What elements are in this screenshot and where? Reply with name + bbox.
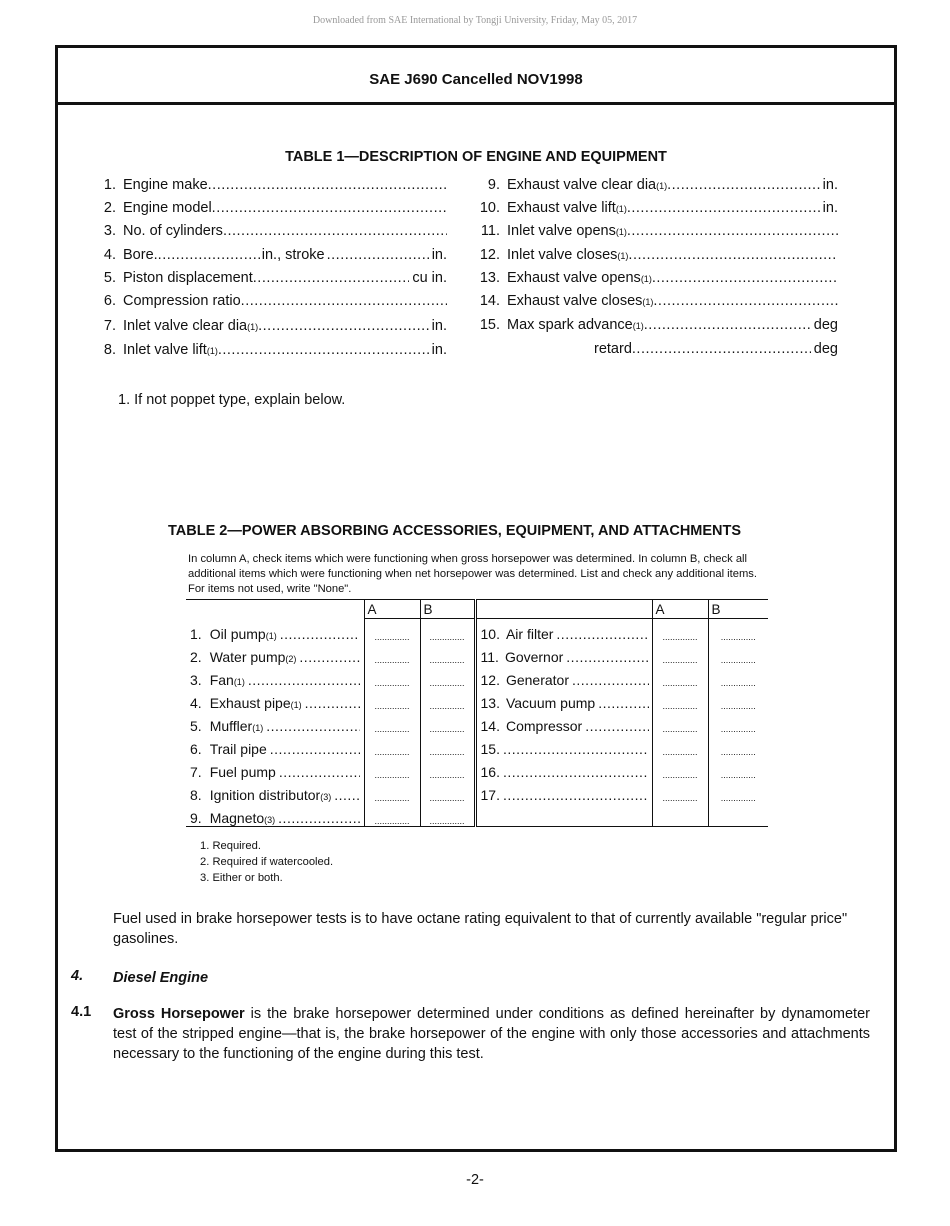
dot-leader	[598, 695, 648, 711]
item-label: Exhaust valve closes	[507, 293, 643, 309]
item-label: Inlet valve clear dia	[123, 318, 248, 334]
dot-leader	[299, 649, 360, 665]
check-cell-b[interactable]	[708, 803, 768, 827]
table2-col-b-header: B	[420, 600, 475, 619]
item-number: 3.	[190, 672, 202, 688]
table2-col-b-header-right: B	[708, 600, 768, 619]
dot-leader	[241, 293, 447, 309]
item-number: 5.	[190, 718, 202, 734]
item-number: 11.	[480, 649, 499, 665]
table-row	[186, 688, 768, 711]
item-number: 5.	[103, 270, 116, 286]
item-unit: in.	[431, 342, 447, 358]
item-label: Air filter	[505, 626, 554, 642]
dot-leader	[572, 672, 648, 688]
check-cell-a[interactable]: ..............	[652, 734, 708, 757]
item-number: 11.	[480, 223, 500, 239]
table1-item	[86, 270, 447, 286]
dot-leader	[253, 270, 410, 286]
item-label: Exhaust pipe	[209, 695, 291, 711]
dot-leader	[223, 223, 447, 239]
dot-leader	[653, 293, 838, 309]
section-4-1-paragraph	[113, 1004, 870, 1064]
item-label: Generator	[505, 672, 570, 688]
dot-leader	[632, 341, 811, 357]
table1-note: 1. If not poppet type, explain below.	[118, 392, 346, 408]
item-number: 10.	[479, 200, 500, 216]
check-cell-a[interactable]: ..............	[652, 780, 708, 803]
check-cell-a[interactable]: ..............	[364, 734, 420, 757]
item-number: 12.	[479, 247, 500, 263]
table1-item: 8. Inlet valve lift (1) ..... in.	[86, 342, 447, 358]
table1-item	[86, 293, 447, 309]
table1-item	[470, 341, 838, 357]
check-cell-b[interactable]: ..............	[420, 711, 475, 734]
item-unit: deg	[813, 317, 838, 333]
item-label: Governor	[504, 649, 564, 665]
check-cell-b[interactable]: ..............	[708, 711, 768, 734]
table1-item: 11. Inlet valve opens (1) .....	[470, 223, 838, 239]
dot-leader	[628, 247, 838, 263]
item-number: 12.	[480, 672, 500, 688]
item-number: 14.	[480, 718, 500, 734]
table1-item: 15. Max spark advance (1) ..... deg	[470, 317, 838, 333]
download-watermark: Downloaded from SAE International by Tongji University, Friday, May 05, 2017	[312, 15, 638, 26]
dot-leader	[212, 200, 447, 216]
table1-item	[86, 223, 447, 239]
item-label: Engine model	[123, 200, 212, 216]
dot-leader	[652, 270, 838, 286]
accessory-label	[475, 688, 652, 711]
item-label: Muffler	[209, 718, 253, 734]
table-row	[186, 780, 768, 803]
check-cell-a[interactable]: ..............	[364, 619, 420, 643]
dot-leader	[627, 223, 838, 239]
check-cell-b[interactable]: ..............	[420, 688, 475, 711]
dot-leader	[279, 764, 360, 780]
item-number: 7.	[103, 318, 116, 334]
item-label: Trail pipe	[209, 741, 267, 757]
accessory-label	[475, 711, 652, 734]
check-cell-b[interactable]: ..............	[420, 619, 475, 643]
item-unit: in.	[431, 318, 447, 334]
check-cell-b[interactable]: ..............	[420, 757, 475, 780]
accessory-label	[475, 734, 652, 757]
item-mid-label: in., stroke	[261, 247, 325, 263]
table2-intro: In column A, check items which were functioning when gross horsepower was determined. In column B, check all additional items which were functioning when net horsepower was determined. List and check any additional items. For items not used, write "None".	[188, 553, 758, 595]
check-cell-b[interactable]: ..............	[708, 665, 768, 688]
item-label: Exhaust valve clear dia	[507, 177, 657, 193]
accessory-label: 1. Oil pump (1) .....	[186, 619, 364, 643]
section-4-number: 4.	[71, 968, 84, 984]
item-label: Piston displacement	[123, 270, 253, 286]
item-label: Compressor	[505, 718, 583, 734]
dot-leader	[667, 177, 820, 193]
item-label: Exhaust valve opens	[507, 270, 641, 286]
section-4-title: Diesel Engine	[113, 970, 209, 986]
table-row	[186, 619, 768, 643]
table1-item	[86, 200, 447, 216]
item-label: retard	[594, 341, 632, 357]
accessory-label	[475, 619, 652, 643]
check-cell-a[interactable]: ..............	[652, 757, 708, 780]
table2-footnote: 1. Required.	[200, 840, 261, 852]
accessory-label: 9. Magneto (3) .....	[186, 803, 364, 827]
item-number: 8.	[103, 342, 116, 358]
item-number: 9.	[190, 810, 202, 826]
table1-item	[86, 177, 447, 193]
accessory-label: 3. Fan (1) .....	[186, 665, 364, 688]
table1-item	[86, 247, 447, 263]
check-cell-a[interactable]	[652, 803, 708, 827]
dot-leader	[503, 764, 649, 780]
item-number: 2.	[103, 200, 116, 216]
item-number: 17.	[480, 787, 500, 803]
item-number: 1.	[103, 177, 116, 193]
page-frame	[55, 45, 897, 1152]
item-number: 8.	[190, 787, 202, 803]
check-cell-b[interactable]: ..............	[708, 757, 768, 780]
table-row	[186, 803, 768, 827]
dot-leader	[305, 695, 360, 711]
dot-leader	[627, 200, 820, 216]
check-cell-a[interactable]: ..............	[652, 688, 708, 711]
accessory-label	[186, 757, 364, 780]
table1-item: 10. Exhaust valve lift (1) ..... in.	[470, 200, 838, 216]
table2-footnote: 3. Either or both.	[200, 872, 283, 884]
page-number: -2-	[466, 1172, 484, 1188]
check-cell-a[interactable]: ..............	[652, 619, 708, 643]
item-label: Engine make	[123, 177, 208, 193]
item-unit: in.	[822, 177, 838, 193]
dot-leader	[503, 741, 649, 757]
check-cell-b[interactable]: ..............	[420, 642, 475, 665]
accessory-label	[475, 642, 652, 665]
check-cell-b[interactable]: ..............	[708, 780, 768, 803]
table2-col-a-header: A	[364, 600, 420, 619]
table1-item: 9. Exhaust valve clear dia (1) ..... in.	[470, 177, 838, 193]
item-label: Ignition distributor	[209, 787, 321, 803]
table-row	[186, 642, 768, 665]
dot-leader	[280, 626, 360, 642]
item-number: 14.	[479, 293, 500, 309]
item-number: 10.	[480, 626, 500, 642]
item-number: 7.	[190, 764, 202, 780]
check-cell-b[interactable]: ..............	[420, 665, 475, 688]
check-cell-b[interactable]: ..............	[708, 619, 768, 643]
document-header: SAE J690 Cancelled NOV1998	[58, 48, 894, 105]
fuel-paragraph: Fuel used in brake horsepower tests is to have octane rating equivalent to that of currently available "regular price" gasolines.	[113, 911, 848, 947]
table-row	[186, 711, 768, 734]
table2	[186, 599, 768, 827]
item-label: Exhaust valve lift	[507, 200, 616, 216]
dot-leader	[270, 741, 360, 757]
dot-leader	[266, 718, 360, 734]
accessory-label	[475, 780, 652, 803]
item-unit: deg	[813, 341, 838, 357]
table2-blank-header	[186, 600, 364, 619]
table-row	[186, 665, 768, 688]
check-cell-b[interactable]: ..............	[708, 734, 768, 757]
table1-title: TABLE 1—DESCRIPTION OF ENGINE AND EQUIPMENT	[285, 149, 667, 165]
table-row	[186, 734, 768, 757]
item-label: Water pump	[209, 649, 286, 665]
accessory-label: 4. Exhaust pipe (1) .....	[186, 688, 364, 711]
check-cell-a[interactable]: ..............	[364, 642, 420, 665]
dot-leader	[556, 626, 648, 642]
item-label: Bore.	[123, 247, 158, 263]
dot-leader	[218, 342, 429, 358]
item-number: 3.	[103, 223, 116, 239]
item-label: Fan	[209, 672, 234, 688]
check-cell-a[interactable]: ..............	[364, 665, 420, 688]
item-number: 13.	[479, 270, 500, 286]
dot-leader	[334, 787, 360, 803]
table1-item: 7. Inlet valve clear dia (1) ..... in.	[86, 318, 447, 334]
item-label: Inlet valve lift	[123, 342, 207, 358]
check-cell-b[interactable]: ..............	[708, 688, 768, 711]
item-label: Compression ratio	[123, 293, 241, 309]
section-4-1-term: Gross Horsepower	[113, 1006, 245, 1022]
check-cell-a[interactable]: ..............	[364, 688, 420, 711]
check-cell-b[interactable]: ..............	[420, 803, 475, 827]
check-cell-a[interactable]: ..............	[364, 711, 420, 734]
dot-leader	[327, 247, 429, 263]
check-cell-a[interactable]: ..............	[364, 803, 420, 827]
table2-title: TABLE 2—POWER ABSORBING ACCESSORIES, EQUIPMENT, AND ATTACHMENTS	[168, 523, 742, 539]
item-number: 9.	[487, 177, 500, 193]
check-cell-b[interactable]: ..............	[420, 734, 475, 757]
item-number: 15.	[480, 741, 500, 757]
accessory-label: 8. Ignition distributor (3) .....	[186, 780, 364, 803]
item-number: 2.	[190, 649, 202, 665]
item-unit: in.	[431, 247, 448, 263]
item-label: Fuel pump	[209, 764, 276, 780]
table2-footnote: 2. Required if watercooled.	[200, 856, 334, 868]
table-row	[186, 757, 768, 780]
table2-blank-header-right	[475, 600, 652, 619]
dot-leader	[208, 177, 447, 193]
accessory-label	[475, 757, 652, 780]
item-number: 4.	[103, 247, 116, 263]
table1-item: 13. Exhaust valve opens (1) .....	[470, 270, 838, 286]
dot-leader	[158, 247, 260, 263]
table2-col-a-header-right: A	[652, 600, 708, 619]
item-number: 16.	[480, 764, 500, 780]
item-number: 15.	[479, 317, 500, 333]
dot-leader	[566, 649, 648, 665]
item-label: Vacuum pump	[505, 695, 596, 711]
accessory-label: 5. Muffler (1) .....	[186, 711, 364, 734]
check-cell-a[interactable]: ..............	[652, 642, 708, 665]
item-number: 4.	[190, 695, 202, 711]
check-cell-a[interactable]: ..............	[652, 665, 708, 688]
item-label: Inlet valve opens	[507, 223, 616, 239]
item-unit: in.	[822, 200, 838, 216]
item-number: 6.	[190, 741, 202, 757]
accessory-label	[475, 665, 652, 688]
item-label: Oil pump	[209, 626, 266, 642]
check-cell-b[interactable]: ..............	[420, 780, 475, 803]
item-label: Magneto	[209, 810, 265, 826]
item-unit: cu in.	[412, 270, 447, 286]
item-label: Max spark advance	[507, 317, 633, 333]
item-label: Inlet valve closes	[507, 247, 618, 263]
dot-leader	[644, 317, 811, 333]
item-number: 1.	[190, 626, 202, 642]
dot-leader	[585, 718, 648, 734]
item-label: No. of cylinders	[123, 223, 223, 239]
table1-item: 12. Inlet valve closes (1) .....	[470, 247, 838, 263]
check-cell-a[interactable]: ..............	[364, 780, 420, 803]
accessory-label	[186, 734, 364, 757]
dot-leader	[503, 787, 649, 803]
table1-item: 14. Exhaust valve closes (1) .....	[470, 293, 838, 309]
dot-leader	[248, 672, 360, 688]
item-number: 13.	[480, 695, 500, 711]
check-cell-a[interactable]: ..............	[364, 757, 420, 780]
dot-leader	[258, 318, 429, 334]
section-4-1-text: is the brake horsepower determined under conditions as defined hereinafter by dynamometer test of the stripped engine—that is, the brake horsepower of the engine with only those accessories and attachments necessary to the functioning of the engine during this test.	[113, 1006, 870, 1062]
section-4-1-number: 4.1	[71, 1004, 92, 1020]
item-number: 6.	[103, 293, 116, 309]
check-cell-a[interactable]: ..............	[652, 711, 708, 734]
accessory-label	[475, 803, 652, 827]
check-cell-b[interactable]: ..............	[708, 642, 768, 665]
dot-leader	[278, 810, 360, 826]
accessory-label: 2. Water pump (2) .....	[186, 642, 364, 665]
